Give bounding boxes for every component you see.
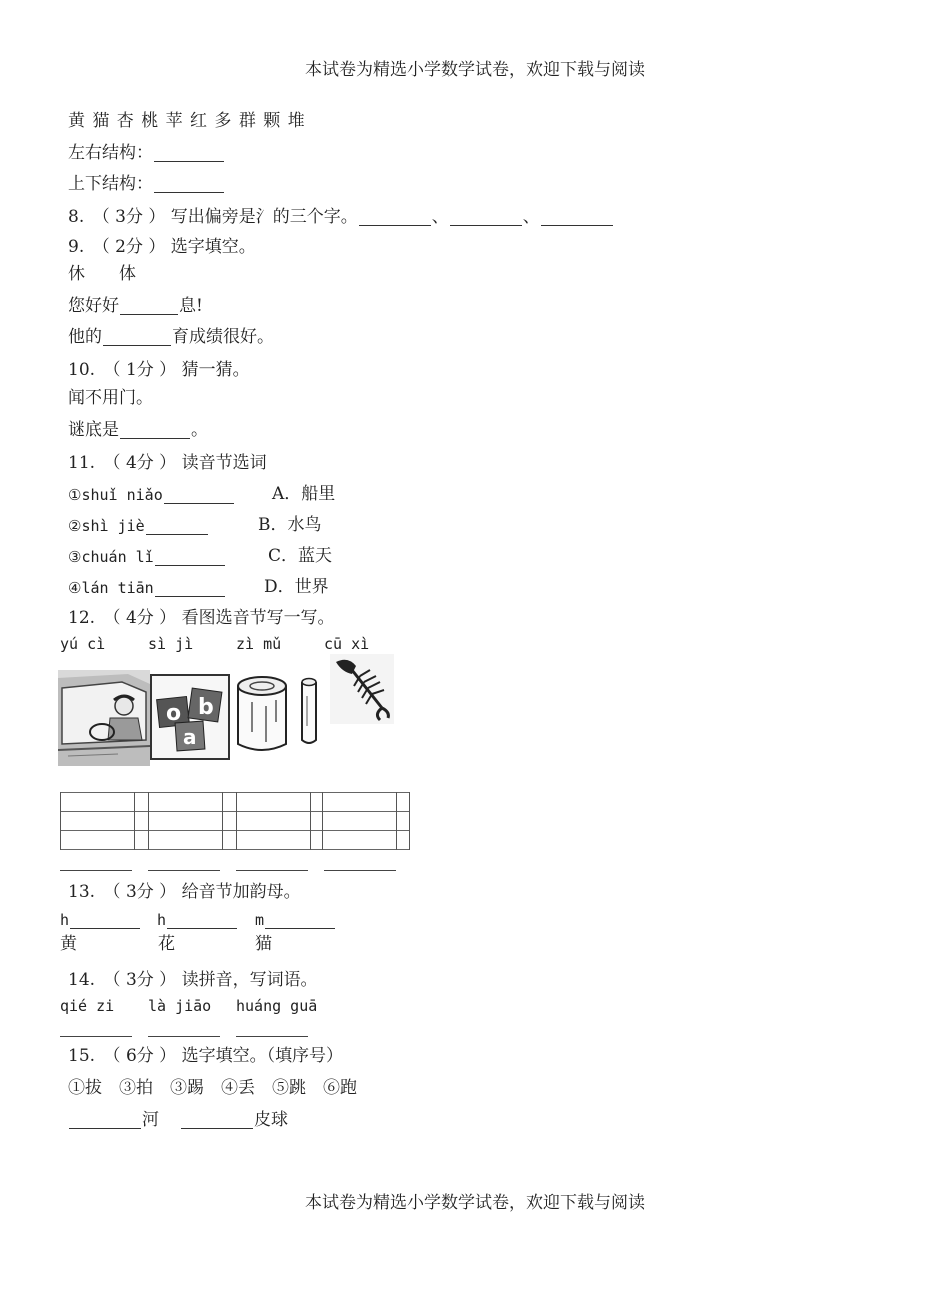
q8-blank-2[interactable] [450,208,522,226]
q9-s1-blank[interactable] [120,297,178,315]
q13-syllable-2 [157,911,238,929]
q12-answer-blank-4[interactable] [324,870,396,871]
q14-pinyin-2: là jiāo [148,997,212,1015]
q11-item-2 [68,517,209,535]
q12-answer-blank-1[interactable] [60,870,132,871]
q9-question: 9. （ 2分 ） 选字填空。 [68,237,256,257]
card-letter-a: a [183,725,197,749]
q10-answer-blank[interactable] [120,421,190,439]
card-letter-b: b [198,695,214,720]
thin-stick-illustration [296,676,322,748]
q15-phrase-2 [180,1111,288,1129]
q13-syllable-1 [60,911,141,929]
q12-answer-blank-2[interactable] [148,870,220,871]
q8-sep-1: 、 [431,207,449,227]
q10-answer-pre: 谜底是 [68,420,119,440]
q11-item-2-blank[interactable] [146,517,208,535]
q15-word-1: 河 [142,1110,159,1130]
q11-item-2-pinyin: ②shì jiè [68,517,145,535]
q9-sentence-1 [68,297,203,315]
fish-bone-illustration [330,654,394,724]
q13-initial-2: h [157,911,167,929]
q13-char-3: 猫 [255,934,272,954]
q8-line [68,208,614,226]
q7-chars: 黄 猫 杏 桃 苹 红 多 群 颗 堆 [68,111,306,131]
q12-syllable-4: cū xì [324,635,370,653]
q7-lr-blank[interactable] [154,144,224,162]
q14-pinyin-1: qié zi [60,997,115,1015]
q11-item-1 [68,486,235,504]
letter-cards-illustration [152,676,228,758]
q12-syllable-1: yú cì [60,635,106,653]
q11-choice-d: D．世界 [264,577,329,597]
q8-blank-1[interactable] [359,208,431,226]
q13-blank-1[interactable] [70,911,140,929]
writing-grid[interactable] [60,792,410,850]
q11-item-3-pinyin: ③chuán lǐ [68,548,154,566]
q11-choice-c: C．蓝天 [268,546,333,566]
q8-question: 8. （ 3分 ） 写出偏旁是氵的三个字。 [68,207,358,227]
page-header: 本试卷为精选小学数学试卷，欢迎下载与阅读 [305,60,645,80]
q7-tb-blank[interactable] [154,175,224,193]
q13-syllable-3 [255,911,336,929]
q15-options: ①拔 ③拍 ③踢 ④丢 ⑤跳 ⑥跑 [68,1078,357,1098]
q13-blank-2[interactable] [167,911,237,929]
q14-blank-3[interactable] [236,1036,308,1037]
q8-blank-3[interactable] [541,208,613,226]
q11-item-1-pinyin: ①shuǐ niǎo [68,486,163,504]
q11-choice-a: A．船里 [272,484,336,504]
q11-item-4-blank[interactable] [155,579,225,597]
q13-char-2: 花 [158,934,175,954]
q13-question: 13. （ 3分 ） 给音节加韵母。 [68,882,301,902]
q7-tb-label: 上下结构： [68,174,153,194]
q13-blank-3[interactable] [265,911,335,929]
card-letter-o: o [166,701,182,726]
q11-item-3-blank[interactable] [155,548,225,566]
q11-choice-b: B．水鸟 [258,515,322,535]
q7-top-bottom-line [68,175,225,193]
q15-blank-2[interactable] [181,1111,253,1129]
q12-answer-blank-3[interactable] [236,870,308,871]
q9-s2-pre: 他的 [68,327,102,347]
page-footer: 本试卷为精选小学数学试卷，欢迎下载与阅读 [305,1193,645,1213]
q12-syllable-3: zì mǔ [236,635,282,653]
q9-s2-post: 育成绩很好。 [172,327,274,347]
q9-options: 休 体 [68,264,136,284]
q15-phrase-1 [68,1111,159,1129]
q11-item-4-pinyin: ④lán tiān [68,579,154,597]
q13-initial-3: m [255,911,265,929]
q11-question: 11. （ 4分 ） 读音节选词 [68,453,267,473]
q10-answer-line [68,421,208,439]
q15-question: 15. （ 6分 ） 选字填空。（填序号） [68,1046,344,1066]
q9-s2-blank[interactable] [103,328,171,346]
q10-question: 10. （ 1分 ） 猜一猜。 [68,360,250,380]
letter-cards-frame [150,674,230,760]
q7-lr-label: 左右结构： [68,143,153,163]
q10-answer-post: 。 [191,420,208,440]
q11-item-1-blank[interactable] [164,486,234,504]
q11-item-3 [68,548,226,566]
q9-s1-pre: 您好好 [68,296,119,316]
q14-pinyin-3: huáng guā [236,997,318,1015]
q10-riddle: 闻不用门。 [68,388,153,408]
q15-blank-1[interactable] [69,1111,141,1129]
q14-blank-2[interactable] [148,1036,220,1037]
q14-question: 14. （ 3分 ） 读拼音，写词语。 [68,970,318,990]
q8-sep-2: 、 [522,207,540,227]
q13-char-1: 黄 [60,934,77,954]
q9-s1-post: 息! [179,296,203,316]
thick-log-illustration [232,672,292,754]
q9-sentence-2 [68,328,274,346]
q7-left-right-line [68,144,225,162]
car-driver-illustration [58,670,150,766]
q12-syllable-2: sì jì [148,635,194,653]
q11-item-4 [68,579,226,597]
q14-blank-1[interactable] [60,1036,132,1037]
q15-word-2: 皮球 [254,1110,288,1130]
q12-question: 12. （ 4分 ） 看图选音节写一写。 [68,608,335,628]
q13-initial-1: h [60,911,70,929]
